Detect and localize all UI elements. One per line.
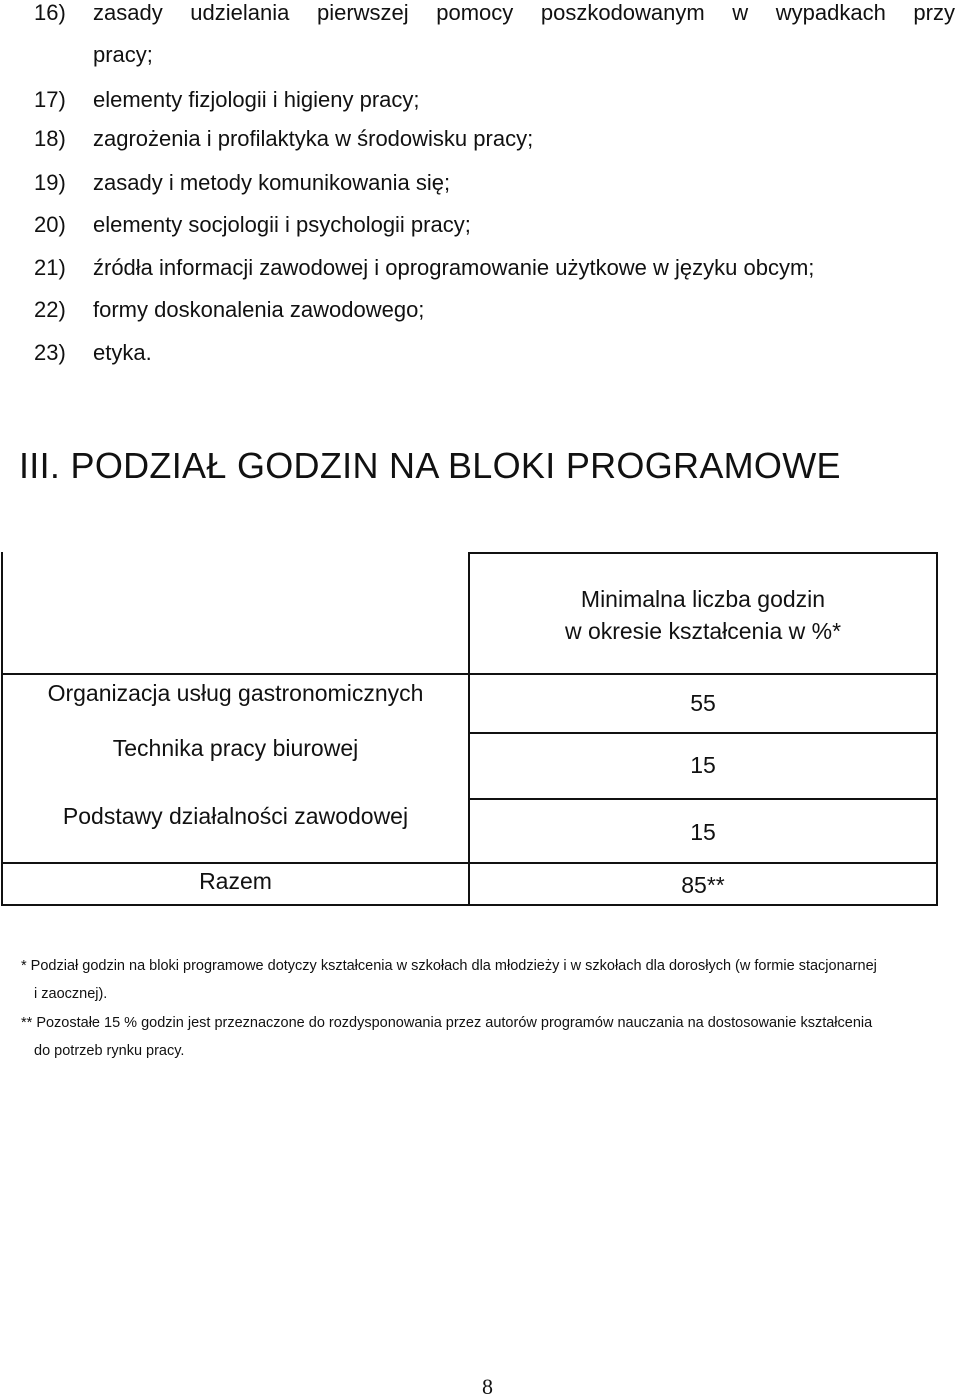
list-item-number: 18)	[34, 126, 66, 151]
table-border-right	[936, 552, 938, 906]
table-total-label: Razem	[199, 868, 272, 894]
table-header-line: w okresie kształcenia w %*	[564, 618, 842, 644]
table-row-value: 15	[690, 819, 716, 845]
table-row-divider	[469, 798, 938, 800]
table-border-top	[469, 552, 938, 554]
table-row-divider	[469, 732, 938, 734]
list-item-number: 20)	[34, 212, 66, 237]
list-item-text: źródła informacji zawodowej i oprogramowanie użytkowe w języku obcym;	[93, 255, 815, 280]
list-item-number: 19)	[34, 170, 66, 195]
list-item-text: elementy fizjologii i higieny pracy;	[93, 87, 420, 112]
table-row-value: 55	[690, 690, 716, 716]
footnote-line: i zaocznej).	[34, 986, 108, 1002]
list-item-number: 16)	[34, 0, 66, 25]
section-heading: III. PODZIAŁ GODZIN NA BLOKI PROGRAMOWE	[19, 445, 841, 486]
list-item-text: elementy socjologii i psychologii pracy;	[93, 212, 471, 237]
list-item-number: 21)	[34, 255, 66, 280]
table-border-left	[1, 552, 3, 906]
table-row-label: Technika pracy biurowej	[112, 735, 359, 761]
table-row-value: 15	[690, 752, 716, 778]
list-item-number: 23)	[34, 340, 66, 365]
list-item-text: formy doskonalenia zawodowego;	[93, 297, 425, 322]
list-item-text: etyka.	[93, 340, 152, 365]
footnote-line: do potrzeb rynku pracy.	[34, 1043, 185, 1059]
list-item-text: zagrożenia i profilaktyka w środowisku pracy;	[93, 126, 534, 151]
list-item-text: zasady udzielania pierwszej pomocy poszkodowanym w wypadkach przy	[93, 0, 955, 25]
list-item-continuation: pracy;	[93, 42, 153, 67]
footnote-line: * Podział godzin na bloki programowe dotyczy kształcenia w szkołach dla młodzieży i w szkołach dla dorosłych (w formie stacjonarnej	[21, 958, 877, 974]
table-header-line: Minimalna liczba godzin	[580, 586, 826, 612]
list-item-number: 22)	[34, 297, 66, 322]
page-number: 8	[482, 1374, 493, 1399]
footnote-line: ** Pozostałe 15 % godzin jest przeznaczone do rozdysponowania przez autorów programów nauczania na dostosowanie kształcenia	[21, 1015, 873, 1031]
table-total-value: 85**	[681, 872, 725, 898]
table-row-label: Podstawy działalności zawodowej	[62, 803, 409, 829]
list-item-text: zasady i metody komunikowania się;	[93, 170, 451, 195]
list-item-number: 17)	[34, 87, 66, 112]
table-row-label: Organizacja usług gastronomicznych	[47, 680, 424, 706]
